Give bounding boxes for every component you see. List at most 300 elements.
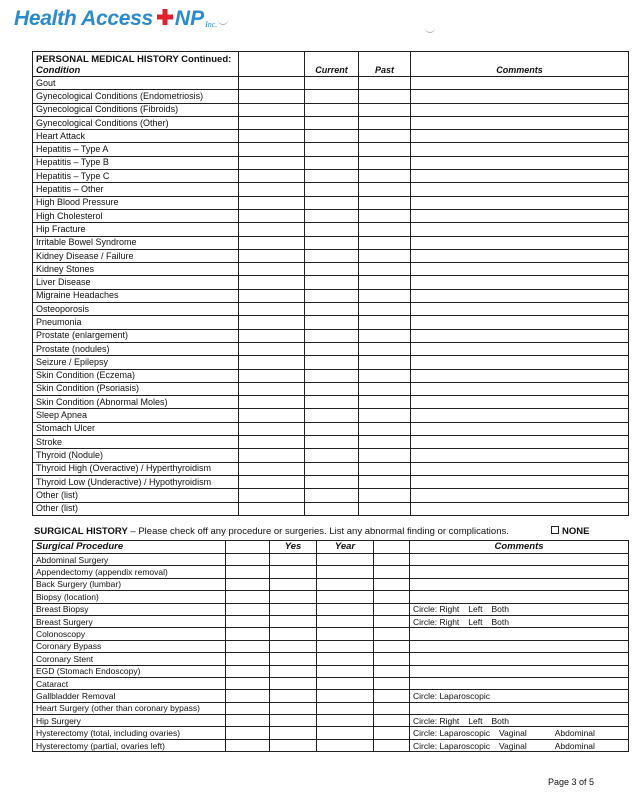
condition-cell: Hepatitis – Other <box>33 183 239 196</box>
procedure-cell: Breast Surgery <box>33 615 226 627</box>
comments-cell[interactable] <box>411 396 629 409</box>
current-cell[interactable] <box>305 422 359 435</box>
blank-cell[interactable] <box>226 591 270 603</box>
year-cell[interactable] <box>317 591 374 603</box>
current-cell[interactable] <box>305 276 359 289</box>
blank-cell[interactable] <box>239 489 305 502</box>
table-row <box>33 603 629 615</box>
current-cell[interactable] <box>305 462 359 475</box>
current-cell[interactable] <box>305 489 359 502</box>
circle-option-1: Circle: Laparoscopic <box>413 728 491 739</box>
past-cell[interactable] <box>359 436 411 449</box>
blank-cell[interactable] <box>239 263 305 276</box>
blank-cell[interactable] <box>226 615 270 627</box>
blank-cell[interactable] <box>374 640 410 652</box>
circle-option-3: Both <box>491 616 509 627</box>
yes-cell[interactable] <box>270 665 317 677</box>
table-row <box>33 90 629 103</box>
comments-cell[interactable] <box>411 356 629 369</box>
past-cell[interactable] <box>359 502 411 515</box>
table-row <box>33 223 629 236</box>
blank-cell[interactable] <box>239 436 305 449</box>
condition-cell: Heart Attack <box>33 130 239 143</box>
past-cell[interactable] <box>359 276 411 289</box>
past-cell[interactable] <box>359 342 411 355</box>
punch-hole-mark <box>425 24 435 33</box>
yes-cell[interactable] <box>270 739 317 751</box>
comments-cell[interactable] <box>411 249 629 262</box>
current-cell[interactable] <box>305 209 359 222</box>
circle-option-2: Left <box>468 616 483 627</box>
current-cell[interactable] <box>305 303 359 316</box>
condition-cell: Skin Condition (Abnormal Moles) <box>33 396 239 409</box>
comments-cell[interactable] <box>411 422 629 435</box>
comments-cell[interactable] <box>411 342 629 355</box>
year-cell[interactable] <box>317 615 374 627</box>
comments-cell[interactable] <box>411 103 629 116</box>
current-cell[interactable] <box>305 369 359 382</box>
comments-cell[interactable] <box>410 615 629 627</box>
past-cell[interactable] <box>359 382 411 395</box>
current-cell[interactable] <box>305 130 359 143</box>
comments-cell[interactable] <box>410 665 629 677</box>
current-cell[interactable] <box>305 396 359 409</box>
current-cell[interactable] <box>305 249 359 262</box>
comments-cell[interactable] <box>410 727 629 739</box>
condition-column-header: Condition <box>36 65 81 76</box>
current-cell[interactable] <box>305 449 359 462</box>
yes-cell[interactable] <box>270 702 317 714</box>
past-cell[interactable] <box>359 462 411 475</box>
procedure-cell: Hysterectomy (total, including ovaries) <box>33 727 226 739</box>
circle-option-3: Both <box>491 715 509 726</box>
blank-cell[interactable] <box>374 615 410 627</box>
condition-cell: Osteoporosis <box>33 303 239 316</box>
current-cell[interactable] <box>305 382 359 395</box>
blank-cell[interactable] <box>226 640 270 652</box>
comments-cell[interactable] <box>410 566 629 578</box>
comments-cell[interactable] <box>411 170 629 183</box>
none-label: NONE <box>562 526 590 537</box>
current-cell[interactable] <box>305 342 359 355</box>
comments-cell[interactable] <box>410 578 629 590</box>
blank-cell[interactable] <box>226 727 270 739</box>
year-cell[interactable] <box>317 665 374 677</box>
table-row <box>33 554 629 566</box>
blank-cell[interactable] <box>374 653 410 665</box>
table-row <box>33 690 629 702</box>
blank-header-cell <box>374 541 410 554</box>
blank-cell[interactable] <box>239 316 305 329</box>
past-cell[interactable] <box>359 329 411 342</box>
current-cell[interactable] <box>305 356 359 369</box>
past-cell[interactable] <box>359 143 411 156</box>
table-row <box>33 369 629 382</box>
comments-column-header: Comments <box>411 52 629 77</box>
year-cell[interactable] <box>317 739 374 751</box>
past-cell[interactable] <box>359 130 411 143</box>
comments-cell[interactable] <box>411 409 629 422</box>
comments-cell[interactable] <box>411 329 629 342</box>
blank-cell[interactable] <box>374 578 410 590</box>
comments-cell[interactable] <box>411 502 629 515</box>
comments-cell[interactable] <box>410 677 629 689</box>
condition-cell: Thyroid High (Overactive) / Hyperthyroidism <box>33 462 239 475</box>
yes-cell[interactable] <box>270 653 317 665</box>
yes-cell[interactable] <box>270 727 317 739</box>
current-cell[interactable] <box>305 316 359 329</box>
condition-cell: Irritable Bowel Syndrome <box>33 236 239 249</box>
year-cell[interactable] <box>317 628 374 640</box>
comments-cell[interactable] <box>411 489 629 502</box>
past-cell[interactable] <box>359 223 411 236</box>
table-row <box>33 236 629 249</box>
comments-cell[interactable] <box>411 143 629 156</box>
blank-cell[interactable] <box>239 170 305 183</box>
table-row <box>33 702 629 714</box>
current-cell[interactable] <box>305 77 359 90</box>
blank-cell[interactable] <box>239 196 305 209</box>
blank-cell[interactable] <box>239 462 305 475</box>
procedure-cell: Heart Surgery (other than coronary bypass) <box>33 702 226 714</box>
blank-cell[interactable] <box>239 156 305 169</box>
blank-cell[interactable] <box>226 739 270 751</box>
blank-cell[interactable] <box>374 727 410 739</box>
procedure-cell: Coronary Bypass <box>33 640 226 652</box>
circle-option-2: Left <box>468 715 483 726</box>
page-number: Page 3 of 5 <box>548 777 595 787</box>
comments-cell[interactable] <box>411 196 629 209</box>
blank-cell[interactable] <box>374 690 410 702</box>
blank-cell[interactable] <box>239 369 305 382</box>
blank-cell[interactable] <box>239 116 305 129</box>
none-checkbox[interactable] <box>551 526 589 537</box>
condition-cell: Skin Condition (Psoriasis) <box>33 382 239 395</box>
comments-cell[interactable] <box>411 209 629 222</box>
procedure-cell: Back Surgery (lumbar) <box>33 578 226 590</box>
blank-cell[interactable] <box>239 183 305 196</box>
current-cell[interactable] <box>305 223 359 236</box>
blank-cell[interactable] <box>239 329 305 342</box>
blank-cell[interactable] <box>239 249 305 262</box>
table-row <box>33 436 629 449</box>
blank-cell[interactable] <box>226 566 270 578</box>
current-cell[interactable] <box>305 409 359 422</box>
condition-cell: Skin Condition (Eczema) <box>33 369 239 382</box>
blank-cell[interactable] <box>239 276 305 289</box>
past-cell[interactable] <box>359 170 411 183</box>
past-cell[interactable] <box>359 303 411 316</box>
checkbox-icon[interactable] <box>551 526 559 534</box>
condition-cell: Sleep Apnea <box>33 409 239 422</box>
comments-cell[interactable] <box>411 156 629 169</box>
blank-cell[interactable] <box>239 209 305 222</box>
past-cell[interactable] <box>359 316 411 329</box>
current-cell[interactable] <box>305 103 359 116</box>
condition-header-cell <box>33 52 239 77</box>
past-cell[interactable] <box>359 103 411 116</box>
blank-cell[interactable] <box>239 143 305 156</box>
past-cell[interactable] <box>359 489 411 502</box>
table-row <box>33 653 629 665</box>
procedure-cell: Breast Biopsy <box>33 603 226 615</box>
blank-cell[interactable] <box>239 502 305 515</box>
year-cell[interactable] <box>317 640 374 652</box>
comments-cell[interactable] <box>411 223 629 236</box>
table-row <box>33 727 629 739</box>
current-cell[interactable] <box>305 196 359 209</box>
table-row <box>33 715 629 727</box>
blank-cell[interactable] <box>239 356 305 369</box>
table-row <box>33 103 629 116</box>
year-cell[interactable] <box>317 603 374 615</box>
comments-cell[interactable] <box>411 90 629 103</box>
procedure-cell: Colonoscopy <box>33 628 226 640</box>
blank-cell[interactable] <box>374 677 410 689</box>
year-cell[interactable] <box>317 715 374 727</box>
comments-cell[interactable] <box>410 591 629 603</box>
condition-cell: Stroke <box>33 436 239 449</box>
past-cell[interactable] <box>359 236 411 249</box>
blank-cell[interactable] <box>374 566 410 578</box>
condition-cell: High Blood Pressure <box>33 196 239 209</box>
past-cell[interactable] <box>359 116 411 129</box>
comments-cell[interactable] <box>410 715 629 727</box>
procedure-cell: Coronary Stent <box>33 653 226 665</box>
punch-hole-mark <box>218 16 228 25</box>
comments-cell[interactable] <box>410 739 629 751</box>
comments-cell[interactable] <box>411 369 629 382</box>
yes-cell[interactable] <box>270 566 317 578</box>
comments-cell[interactable] <box>411 130 629 143</box>
current-cell[interactable] <box>305 263 359 276</box>
comments-column-header: Comments <box>410 541 629 554</box>
past-cell[interactable] <box>359 369 411 382</box>
condition-cell: Migraine Headaches <box>33 289 239 302</box>
comments-cell[interactable] <box>411 303 629 316</box>
current-cell[interactable] <box>305 170 359 183</box>
surgical-history-table <box>32 540 629 752</box>
past-cell[interactable] <box>359 209 411 222</box>
blank-cell[interactable] <box>374 739 410 751</box>
blank-cell[interactable] <box>226 554 270 566</box>
current-cell[interactable] <box>305 90 359 103</box>
procedure-cell: EGD (Stomach Endoscopy) <box>33 665 226 677</box>
blank-cell[interactable] <box>374 628 410 640</box>
current-cell[interactable] <box>305 329 359 342</box>
blank-cell[interactable] <box>239 409 305 422</box>
year-cell[interactable] <box>317 690 374 702</box>
blank-cell[interactable] <box>374 603 410 615</box>
yes-cell[interactable] <box>270 615 317 627</box>
blank-cell[interactable] <box>239 103 305 116</box>
yes-cell[interactable] <box>270 677 317 689</box>
blank-cell[interactable] <box>226 690 270 702</box>
comments-cell[interactable] <box>411 475 629 488</box>
comments-cell[interactable] <box>410 554 629 566</box>
blank-cell[interactable] <box>239 289 305 302</box>
procedure-cell: Abdominal Surgery <box>33 554 226 566</box>
condition-cell: Hepatitis – Type A <box>33 143 239 156</box>
table-row <box>33 489 629 502</box>
circle-option-1: Circle: Right <box>413 604 460 615</box>
past-cell[interactable] <box>359 449 411 462</box>
blank-cell[interactable] <box>239 396 305 409</box>
comments-cell[interactable] <box>411 449 629 462</box>
blank-cell[interactable] <box>226 677 270 689</box>
comments-cell[interactable] <box>410 653 629 665</box>
current-cell[interactable] <box>305 502 359 515</box>
table-row <box>33 665 629 677</box>
condition-cell: Prostate (enlargement) <box>33 329 239 342</box>
logo-inc: Inc. <box>205 20 218 29</box>
year-cell[interactable] <box>317 677 374 689</box>
year-cell[interactable] <box>317 653 374 665</box>
past-cell[interactable] <box>359 90 411 103</box>
blank-cell[interactable] <box>374 715 410 727</box>
blank-cell[interactable] <box>239 223 305 236</box>
table-row <box>33 209 629 222</box>
blank-cell[interactable] <box>239 382 305 395</box>
table-row <box>33 628 629 640</box>
past-column-header: Past <box>359 52 411 77</box>
comments-cell[interactable] <box>411 316 629 329</box>
past-cell[interactable] <box>359 475 411 488</box>
comments-cell[interactable] <box>411 77 629 90</box>
condition-cell: Hepatitis – Type B <box>33 156 239 169</box>
blank-cell[interactable] <box>226 665 270 677</box>
year-column-header: Year <box>317 541 374 554</box>
current-cell[interactable] <box>305 289 359 302</box>
yes-cell[interactable] <box>270 640 317 652</box>
comments-cell[interactable] <box>411 436 629 449</box>
blank-cell[interactable] <box>239 449 305 462</box>
blank-cell[interactable] <box>226 715 270 727</box>
past-cell[interactable] <box>359 289 411 302</box>
past-cell[interactable] <box>359 409 411 422</box>
condition-cell: Other (list) <box>33 489 239 502</box>
table-row <box>33 502 629 515</box>
yes-cell[interactable] <box>270 603 317 615</box>
table-row <box>33 566 629 578</box>
circle-option-2: Left <box>468 604 483 615</box>
procedure-cell: Hip Surgery <box>33 715 226 727</box>
year-cell[interactable] <box>317 554 374 566</box>
condition-cell: Hepatitis – Type C <box>33 170 239 183</box>
current-cell[interactable] <box>305 183 359 196</box>
current-cell[interactable] <box>305 156 359 169</box>
blank-cell[interactable] <box>239 475 305 488</box>
yes-cell[interactable] <box>270 591 317 603</box>
condition-cell: Liver Disease <box>33 276 239 289</box>
yes-cell[interactable] <box>270 578 317 590</box>
current-cell[interactable] <box>305 116 359 129</box>
blank-cell[interactable] <box>239 130 305 143</box>
yes-cell[interactable] <box>270 715 317 727</box>
past-cell[interactable] <box>359 77 411 90</box>
table-row <box>33 422 629 435</box>
condition-cell: Kidney Disease / Failure <box>33 249 239 262</box>
comments-cell[interactable] <box>410 628 629 640</box>
comments-cell[interactable] <box>411 276 629 289</box>
comments-cell[interactable] <box>411 289 629 302</box>
comments-cell[interactable] <box>411 263 629 276</box>
condition-cell: Kidney Stones <box>33 263 239 276</box>
blank-cell[interactable] <box>374 591 410 603</box>
circle-option-1: Circle: Laparoscopic <box>413 690 491 701</box>
table-row <box>33 739 629 751</box>
condition-cell: Gout <box>33 77 239 90</box>
comments-cell[interactable] <box>410 690 629 702</box>
past-cell[interactable] <box>359 249 411 262</box>
procedure-column-header: Surgical Procedure <box>33 541 226 554</box>
current-cell[interactable] <box>305 143 359 156</box>
past-cell[interactable] <box>359 422 411 435</box>
past-cell[interactable] <box>359 356 411 369</box>
blank-cell[interactable] <box>239 303 305 316</box>
current-cell[interactable] <box>305 436 359 449</box>
blank-cell[interactable] <box>226 628 270 640</box>
past-cell[interactable] <box>359 196 411 209</box>
current-cell[interactable] <box>305 236 359 249</box>
table-row <box>33 677 629 689</box>
blank-cell[interactable] <box>226 653 270 665</box>
blank-cell[interactable] <box>226 603 270 615</box>
current-cell[interactable] <box>305 475 359 488</box>
comments-cell[interactable] <box>411 382 629 395</box>
year-cell[interactable] <box>317 566 374 578</box>
comments-cell[interactable] <box>410 603 629 615</box>
blank-cell[interactable] <box>239 77 305 90</box>
blank-cell[interactable] <box>374 665 410 677</box>
blank-cell[interactable] <box>239 342 305 355</box>
year-cell[interactable] <box>317 702 374 714</box>
comments-cell[interactable] <box>410 640 629 652</box>
past-cell[interactable] <box>359 396 411 409</box>
comments-cell[interactable] <box>411 236 629 249</box>
comments-cell[interactable] <box>411 462 629 475</box>
past-cell[interactable] <box>359 156 411 169</box>
year-cell[interactable] <box>317 578 374 590</box>
past-cell[interactable] <box>359 183 411 196</box>
table-row <box>33 382 629 395</box>
yes-cell[interactable] <box>270 554 317 566</box>
blank-cell[interactable] <box>374 554 410 566</box>
blank-cell[interactable] <box>239 236 305 249</box>
table-row <box>33 249 629 262</box>
table-row <box>33 116 629 129</box>
yes-column-header: Yes <box>270 541 317 554</box>
comments-cell[interactable] <box>410 702 629 714</box>
past-cell[interactable] <box>359 263 411 276</box>
blank-header-cell <box>226 541 270 554</box>
table-header-row <box>33 52 629 77</box>
yes-cell[interactable] <box>270 690 317 702</box>
blank-cell[interactable] <box>226 578 270 590</box>
blank-cell[interactable] <box>226 702 270 714</box>
table-row <box>33 396 629 409</box>
comments-cell[interactable] <box>411 116 629 129</box>
year-cell[interactable] <box>317 727 374 739</box>
blank-cell[interactable] <box>239 422 305 435</box>
comments-cell[interactable] <box>411 183 629 196</box>
blank-cell[interactable] <box>239 90 305 103</box>
blank-cell[interactable] <box>374 702 410 714</box>
yes-cell[interactable] <box>270 628 317 640</box>
condition-cell: Thyroid Low (Underactive) / Hypothyroidism <box>33 475 239 488</box>
condition-cell: Gynecological Conditions (Other) <box>33 116 239 129</box>
condition-cell: Gynecological Conditions (Fibroids) <box>33 103 239 116</box>
